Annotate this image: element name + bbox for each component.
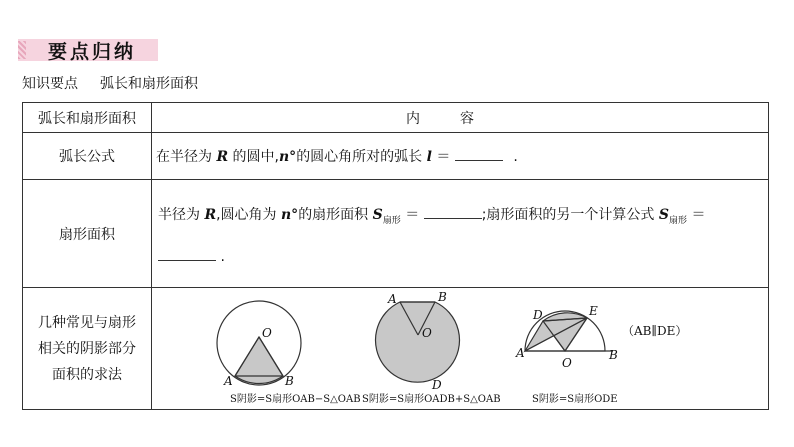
shaded-figures-diagram: [152, 289, 762, 409]
area-answer-blank-1[interactable]: [424, 218, 482, 219]
area-text-2: ,圆心角为: [216, 207, 277, 224]
arc-text-3: 的圆心角所对的弧长: [296, 149, 423, 165]
fig1-label-A: A: [224, 373, 233, 388]
table-header-row: [23, 103, 769, 133]
sector-line-2: [156, 242, 767, 272]
arc-text-2: 的圆中,: [232, 149, 279, 165]
subheading: [22, 73, 198, 93]
shaded-label-line3: 面积的求法: [52, 366, 122, 383]
shaded-figures-cell: [152, 288, 769, 410]
arc-period: .: [513, 149, 518, 165]
fig3-parallel-note: （AB∥DE）: [622, 323, 688, 338]
knowledge-table: [22, 102, 769, 410]
fig1-label-B: B: [285, 373, 294, 388]
table-row-arc-length: [23, 133, 769, 180]
area-subscript-2: 扇形: [668, 215, 687, 226]
header-col2: 内容: [152, 103, 769, 133]
arc-length-label: 弧长公式: [23, 133, 152, 180]
table-row-sector-area: [23, 180, 769, 288]
fig2-formula: S阴影=S扇形OADB+S△OAB: [362, 393, 501, 405]
shaded-label-line2: 相关的阴影部分: [38, 340, 136, 357]
table-row-shaded-area: [23, 288, 769, 410]
sector-line-1: [156, 200, 767, 236]
fig2-shaded-sector: [376, 302, 460, 382]
area-text-4: ;扇形面积的另一个计算公式: [481, 207, 655, 224]
fig3-label-A: A: [516, 345, 525, 360]
area-symbol-R: R: [204, 207, 217, 224]
area-period: .: [220, 248, 225, 265]
fig3-label-B: B: [609, 347, 618, 362]
fig2-label-O: O: [422, 325, 432, 340]
figure-2: [376, 302, 460, 382]
sector-area-label: 扇形面积: [23, 180, 152, 288]
fig2-label-D: D: [432, 377, 442, 392]
banner-title: 要点归纳: [48, 41, 137, 63]
arc-symbol-n: n°: [279, 149, 297, 165]
fig3-label-O: O: [562, 355, 572, 370]
arc-symbol-R: R: [216, 149, 229, 165]
figure-1: [217, 301, 301, 385]
area-subscript: 扇形: [382, 215, 401, 226]
area-symbol-S: S: [372, 207, 383, 224]
area-equals-2: ＝: [691, 207, 706, 224]
fig1-label-O: O: [262, 325, 272, 340]
area-symbol-n: n°: [281, 207, 299, 224]
area-symbol-S2: S: [658, 207, 669, 224]
area-equals: ＝: [405, 207, 420, 224]
fig3-label-E: E: [589, 303, 598, 318]
fig2-label-B: B: [438, 289, 447, 304]
arc-length-content: [152, 133, 769, 180]
fig1-formula: S阴影=S扇形OAB−S△OAB: [230, 393, 361, 405]
arc-answer-blank[interactable]: [455, 160, 503, 161]
fig3-formula: S阴影=S扇形ODE: [532, 393, 618, 405]
fig2-label-A: A: [388, 291, 397, 306]
section-banner: [18, 35, 163, 65]
area-text-3: 的扇形面积: [298, 207, 369, 224]
arc-text-1: 在半径为: [156, 149, 212, 165]
shaded-area-label: [23, 288, 152, 410]
sector-area-content: [152, 180, 769, 288]
fig3-label-D: D: [533, 307, 543, 322]
subheading-part1: 知识要点: [22, 76, 78, 92]
arc-symbol-l: l: [426, 149, 432, 165]
shaded-label-line1: 几种常见与扇形: [38, 314, 136, 331]
subheading-part2: 弧长和扇形面积: [100, 76, 198, 92]
arc-equals: ＝: [436, 149, 451, 165]
area-text-1: 半径为: [158, 207, 200, 224]
banner-stripe-decoration: [18, 41, 26, 59]
area-answer-blank-2[interactable]: [158, 260, 216, 261]
header-col1: 弧长和扇形面积: [23, 103, 152, 133]
